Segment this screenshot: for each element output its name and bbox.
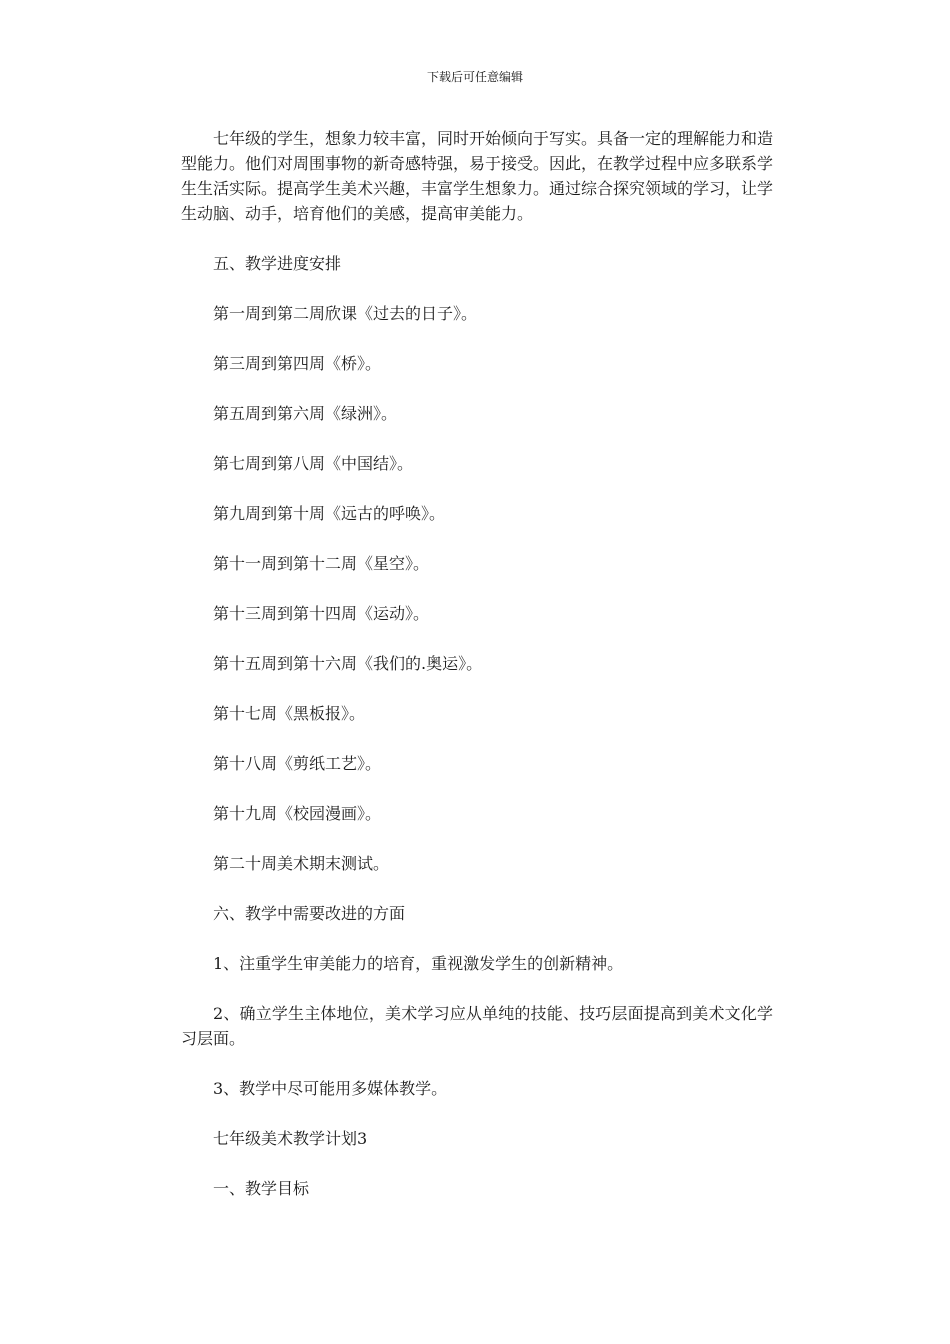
improvement-item: 2、确立学生主体地位，美术学习应从单纯的技能、技巧层面提高到美术文化学习层面。 xyxy=(181,1004,773,1048)
improvement-item: 3、教学中尽可能用多媒体教学。 xyxy=(213,1079,448,1098)
schedule-item: 第十三周到第十四周《运动》。 xyxy=(213,604,430,623)
schedule-item: 第十七周《黑板报》。 xyxy=(213,704,366,723)
schedule-item: 第九周到第十周《远古的呼唤》。 xyxy=(213,504,446,523)
page-header: 下载后可任意编辑 xyxy=(426,70,523,84)
improvement-item: 1、注重学生审美能力的培育，重视激发学生的创新精神。 xyxy=(213,954,624,973)
document-body xyxy=(181,126,773,1201)
plan-title: 七年级美术教学计划3 xyxy=(213,1129,368,1148)
schedule-item: 第五周到第六周《绿洲》。 xyxy=(213,404,398,423)
schedule-item: 第三周到第四周《桥》。 xyxy=(213,354,382,373)
schedule-item: 第十五周到第十六周《我们的.奥运》。 xyxy=(213,654,483,673)
schedule-item: 第七周到第八周《中国结》。 xyxy=(213,454,414,473)
schedule-item: 第一周到第二周欣课《过去的日子》。 xyxy=(213,304,478,323)
section-heading-improvements: 六、教学中需要改进的方面 xyxy=(213,904,406,923)
schedule-item: 第二十周美术期末测试。 xyxy=(213,854,390,873)
section-heading-objectives: 一、教学目标 xyxy=(213,1179,310,1198)
schedule-item: 第十八周《剪纸工艺》。 xyxy=(213,754,382,773)
intro-paragraph: 七年级的学生，想象力较丰富，同时开始倾向于写实。具备一定的理解能力和造型能力。他们对周围事物的新奇感特强，易于接受。因此，在教学过程中应多联系学生生活实际。提高学生美术兴趣，丰富学生想象力。通过综合探究领域的学习，让学生动脑、动手，培育他们的美感，提高审美能力。 xyxy=(181,129,774,223)
section-heading-schedule: 五、教学进度安排 xyxy=(213,254,342,273)
schedule-item: 第十九周《校园漫画》。 xyxy=(213,804,382,823)
schedule-item: 第十一周到第十二周《星空》。 xyxy=(213,554,430,573)
